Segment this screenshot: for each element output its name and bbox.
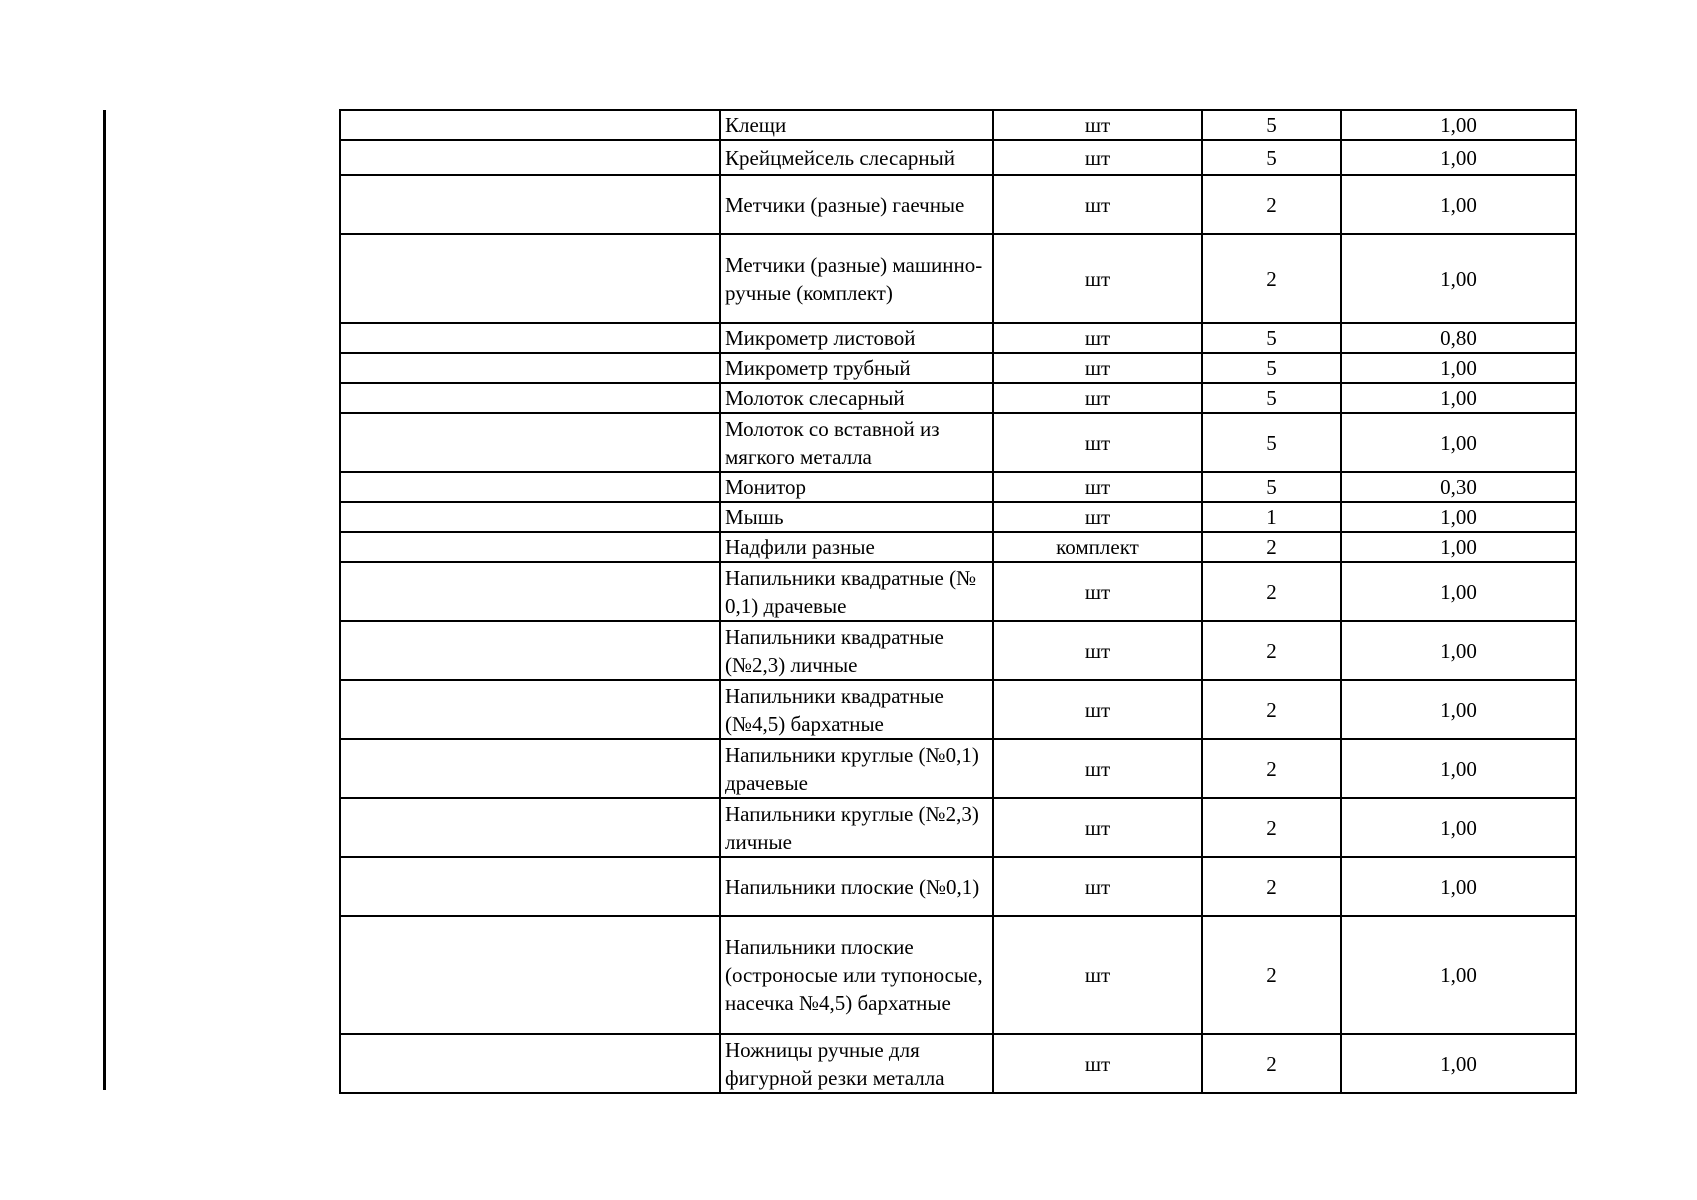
blank-cell	[340, 680, 720, 739]
blank-cell	[340, 1034, 720, 1093]
item-name-cell: Напильники круглые (№2,3) личные	[720, 798, 993, 857]
unit-cell: шт	[993, 323, 1202, 353]
table-row	[340, 472, 1576, 502]
blank-cell	[340, 502, 720, 532]
coefficient-cell: 1,00	[1341, 857, 1576, 916]
table-row	[340, 353, 1576, 383]
quantity-cell: 2	[1202, 234, 1341, 323]
blank-cell	[340, 413, 720, 472]
unit-cell: шт	[993, 798, 1202, 857]
unit-cell: шт	[993, 502, 1202, 532]
unit-cell: комплект	[993, 532, 1202, 562]
quantity-cell: 2	[1202, 562, 1341, 621]
blank-cell	[340, 383, 720, 413]
blank-cell	[340, 562, 720, 621]
blank-cell	[340, 916, 720, 1034]
quantity-cell: 2	[1202, 916, 1341, 1034]
table-row	[340, 175, 1576, 234]
equipment-table-body	[340, 110, 1576, 1093]
quantity-cell: 5	[1202, 110, 1341, 140]
unit-cell: шт	[993, 680, 1202, 739]
unit-cell: шт	[993, 175, 1202, 234]
coefficient-cell: 1,00	[1341, 383, 1576, 413]
blank-cell	[340, 175, 720, 234]
item-name-cell: Крейцмейсель слесарный	[720, 140, 993, 175]
coefficient-cell: 1,00	[1341, 353, 1576, 383]
quantity-cell: 2	[1202, 1034, 1341, 1093]
coefficient-cell: 0,30	[1341, 472, 1576, 502]
unit-cell: шт	[993, 383, 1202, 413]
coefficient-cell: 1,00	[1341, 798, 1576, 857]
coefficient-cell: 1,00	[1341, 110, 1576, 140]
unit-cell: шт	[993, 472, 1202, 502]
coefficient-cell: 1,00	[1341, 413, 1576, 472]
table-row	[340, 413, 1576, 472]
coefficient-cell: 1,00	[1341, 234, 1576, 323]
table-row	[340, 798, 1576, 857]
quantity-cell: 5	[1202, 353, 1341, 383]
coefficient-cell: 1,00	[1341, 175, 1576, 234]
quantity-cell: 2	[1202, 532, 1341, 562]
unit-cell: шт	[993, 353, 1202, 383]
coefficient-cell: 1,00	[1341, 532, 1576, 562]
coefficient-cell: 1,00	[1341, 140, 1576, 175]
item-name-cell: Мышь	[720, 502, 993, 532]
quantity-cell: 2	[1202, 739, 1341, 798]
unit-cell: шт	[993, 413, 1202, 472]
table-row	[340, 916, 1576, 1034]
quantity-cell: 2	[1202, 175, 1341, 234]
table-row	[340, 323, 1576, 353]
table-row	[340, 1034, 1576, 1093]
blank-cell	[340, 532, 720, 562]
blank-cell	[340, 234, 720, 323]
quantity-cell: 5	[1202, 323, 1341, 353]
item-name-cell: Метчики (разные) машинно-ручные (комплект)	[720, 234, 993, 323]
table-row	[340, 562, 1576, 621]
coefficient-cell: 1,00	[1341, 739, 1576, 798]
table-row	[340, 680, 1576, 739]
table-row	[340, 234, 1576, 323]
table-row	[340, 621, 1576, 680]
page-margin-line	[103, 110, 106, 1090]
blank-cell	[340, 798, 720, 857]
unit-cell: шт	[993, 234, 1202, 323]
blank-cell	[340, 857, 720, 916]
blank-cell	[340, 110, 720, 140]
unit-cell: шт	[993, 621, 1202, 680]
quantity-cell: 5	[1202, 472, 1341, 502]
quantity-cell: 2	[1202, 621, 1341, 680]
coefficient-cell: 1,00	[1341, 916, 1576, 1034]
item-name-cell: Надфили разные	[720, 532, 993, 562]
quantity-cell: 1	[1202, 502, 1341, 532]
blank-cell	[340, 739, 720, 798]
quantity-cell: 2	[1202, 798, 1341, 857]
item-name-cell: Клещи	[720, 110, 993, 140]
unit-cell: шт	[993, 1034, 1202, 1093]
blank-cell	[340, 140, 720, 175]
item-name-cell: Напильники квадратные (№4,5) бархатные	[720, 680, 993, 739]
table-row	[340, 532, 1576, 562]
item-name-cell: Напильники плоские (остроносые или тупоносые, насечка №4,5) бархатные	[720, 916, 993, 1034]
coefficient-cell: 1,00	[1341, 680, 1576, 739]
item-name-cell: Напильники квадратные (№2,3) личные	[720, 621, 993, 680]
unit-cell: шт	[993, 739, 1202, 798]
item-name-cell: Напильники квадратные (№ 0,1) драчевые	[720, 562, 993, 621]
item-name-cell: Микрометр листовой	[720, 323, 993, 353]
blank-cell	[340, 323, 720, 353]
unit-cell: шт	[993, 857, 1202, 916]
unit-cell: шт	[993, 140, 1202, 175]
table-row	[340, 502, 1576, 532]
coefficient-cell: 0,80	[1341, 323, 1576, 353]
item-name-cell: Напильники плоские (№0,1)	[720, 857, 993, 916]
equipment-table	[339, 109, 1577, 1094]
quantity-cell: 2	[1202, 680, 1341, 739]
quantity-cell: 5	[1202, 383, 1341, 413]
coefficient-cell: 1,00	[1341, 502, 1576, 532]
item-name-cell: Молоток слесарный	[720, 383, 993, 413]
coefficient-cell: 1,00	[1341, 1034, 1576, 1093]
item-name-cell: Монитор	[720, 472, 993, 502]
blank-cell	[340, 353, 720, 383]
table-row	[340, 739, 1576, 798]
blank-cell	[340, 621, 720, 680]
quantity-cell: 2	[1202, 857, 1341, 916]
table-row	[340, 110, 1576, 140]
item-name-cell: Метчики (разные) гаечные	[720, 175, 993, 234]
item-name-cell: Напильники круглые (№0,1) драчевые	[720, 739, 993, 798]
coefficient-cell: 1,00	[1341, 562, 1576, 621]
unit-cell: шт	[993, 110, 1202, 140]
quantity-cell: 5	[1202, 413, 1341, 472]
item-name-cell: Молоток со вставной из мягкого металла	[720, 413, 993, 472]
unit-cell: шт	[993, 916, 1202, 1034]
table-row	[340, 383, 1576, 413]
table-row	[340, 857, 1576, 916]
item-name-cell: Микрометр трубный	[720, 353, 993, 383]
item-name-cell: Ножницы ручные для фигурной резки металла	[720, 1034, 993, 1093]
quantity-cell: 5	[1202, 140, 1341, 175]
blank-cell	[340, 472, 720, 502]
coefficient-cell: 1,00	[1341, 621, 1576, 680]
unit-cell: шт	[993, 562, 1202, 621]
table-row	[340, 140, 1576, 175]
